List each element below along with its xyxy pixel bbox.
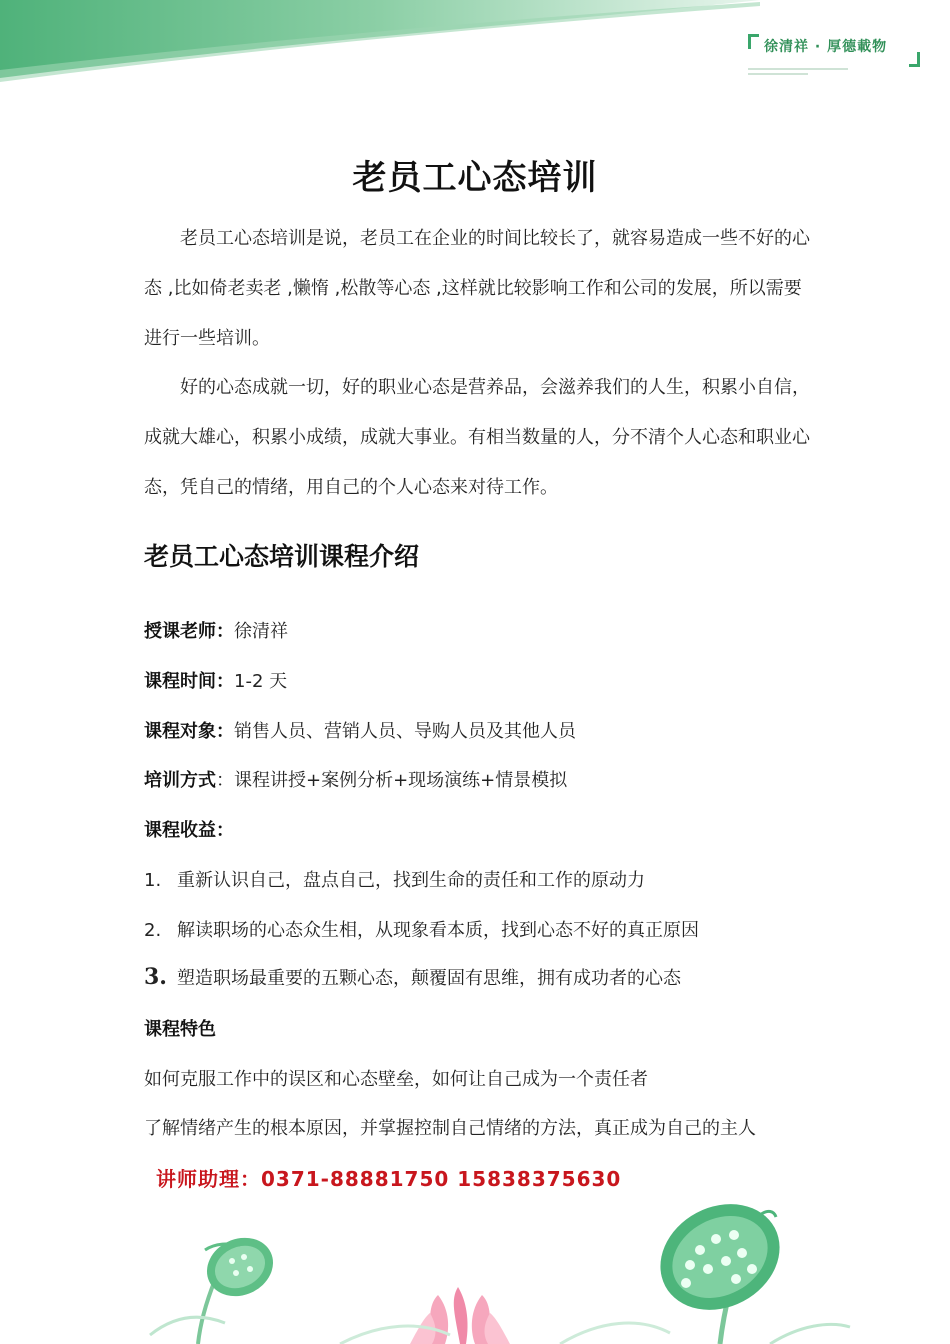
benefit-text: 重新认识自己，盘点自己，找到生命的责任和工作的原动力	[177, 870, 645, 891]
target-label: 课程对象：	[144, 721, 234, 742]
method-label: 培训方式	[144, 770, 216, 791]
lotus-pod-left-icon	[197, 1227, 282, 1344]
intro-paragraph-2: 好的心态成就一切，好的职业心态是营养品，会滋养我们的人生，积累小自信，成就大雄心，积累小成绩，成就大事业。有相当数量的人，分不清个人心态和职业心态，凭自己的情绪，用自己的个人心态来对待工作。	[144, 377, 810, 498]
features-label-row	[144, 1015, 216, 1041]
contact-line: 讲师助理：0371-88881750 15838375630	[156, 1167, 622, 1191]
benefits-label-row	[144, 816, 234, 842]
benefit-item	[144, 916, 699, 942]
time-row	[144, 667, 287, 693]
features-label: 课程特色	[144, 1019, 216, 1040]
lotus-pod-right-icon	[642, 1195, 798, 1344]
teacher-label: 授课老师：	[144, 621, 234, 642]
lotus-illustration	[0, 1195, 950, 1344]
page-title: 老员工心态培训	[352, 158, 598, 198]
benefit-number: 2.	[144, 920, 162, 941]
benefit-number: 3.	[144, 964, 167, 990]
benefit-text: 塑造职场最重要的五颗心态，颠覆固有思维，拥有成功者的心态	[177, 968, 681, 989]
feature-item: 如何克服工作中的误区和心态壁垒，如何让自己成为一个责任者	[144, 1069, 648, 1090]
benefits-label: 课程收益：	[144, 820, 234, 841]
target-row	[144, 717, 576, 743]
target-value: 销售人员、营销人员、导购人员及其他人员	[234, 721, 576, 742]
benefit-item	[144, 964, 681, 990]
course-heading: 老员工心态培训课程介绍	[144, 542, 420, 571]
feature-item: 了解情绪产生的根本原因，并掌握控制自己情绪的方法，真正成为自己的主人	[144, 1118, 756, 1139]
benefit-item	[144, 866, 645, 892]
teacher-value: 徐清祥	[234, 621, 288, 642]
lotus-flower-icon	[410, 1287, 510, 1344]
teacher-row	[144, 617, 288, 643]
bracket-right-decoration	[909, 52, 920, 67]
intro-paragraph-1: 老员工心态培训是说，老员工在企业的时间比较长了，就容易造成一些不好的心态 ,比如倚老卖老 ,懒惰 ,松散等心态 ,这样就比较影响工作和公司的发展，所以需要进行一些培训。	[144, 228, 810, 349]
method-value: ：课程讲授+案例分析+现场演练+情景模拟	[216, 770, 568, 791]
method-row	[144, 766, 567, 792]
brand-logo	[748, 30, 920, 80]
benefit-number: 1.	[144, 870, 162, 891]
time-label: 课程时间：	[144, 671, 234, 692]
time-value: 1-2 天	[234, 671, 288, 692]
brand-name: 徐清祥 · 厚德載物	[764, 39, 888, 55]
bracket-left-decoration	[748, 34, 759, 49]
brand-fine-print	[748, 68, 848, 78]
benefit-text: 解读职场的心态众生相，从现象看本质，找到心态不好的真正原因	[177, 920, 699, 941]
